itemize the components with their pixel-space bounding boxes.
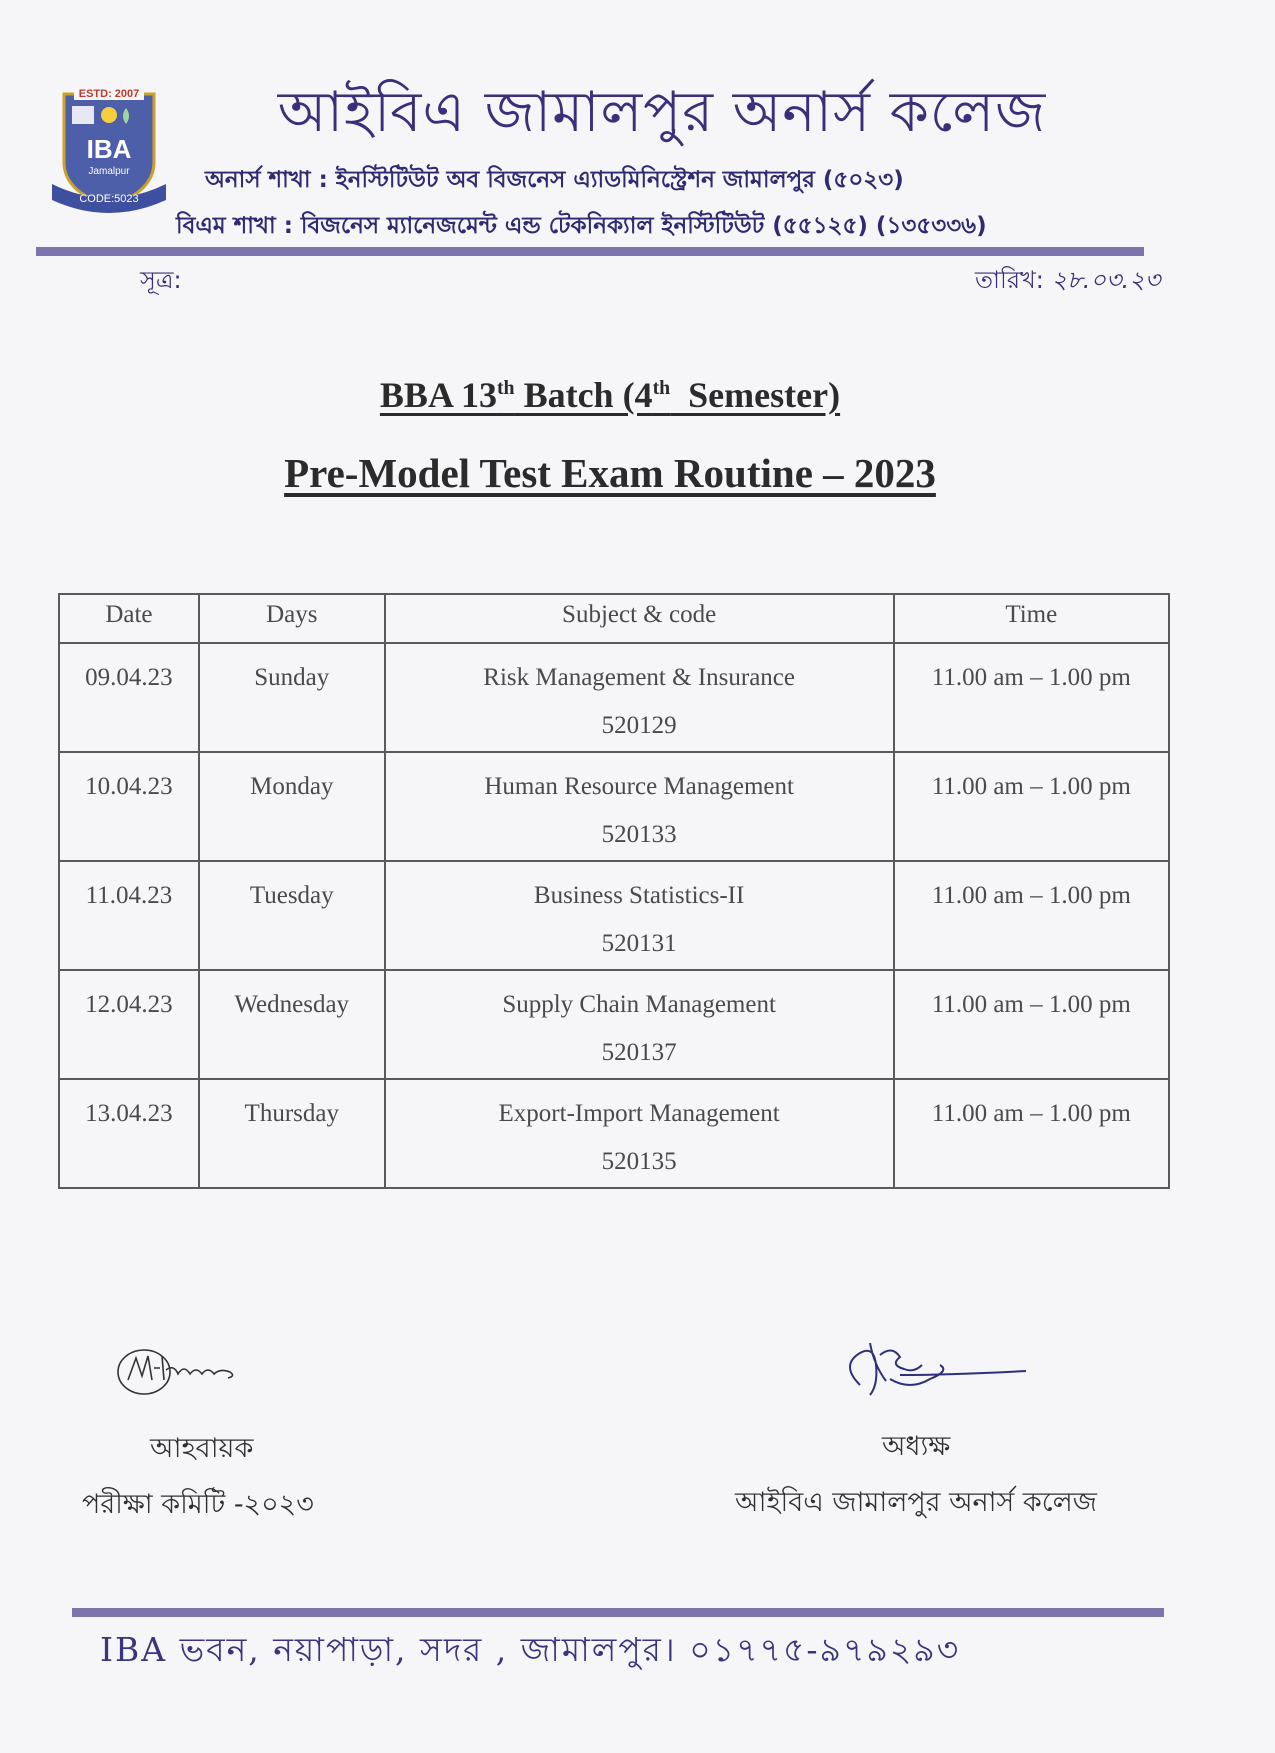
convener-signature [110, 1340, 250, 1400]
logo-abbr: IBA [86, 134, 132, 164]
college-name: আইবিএ জামালপুর অনার্স কলেজ [277, 80, 1047, 145]
cell-date: 13.04.23 [59, 1079, 199, 1188]
issue-date [975, 262, 1160, 302]
footer-divider [72, 1608, 1164, 1617]
table-row [59, 970, 1169, 1079]
cell-date: 12.04.23 [59, 970, 199, 1079]
cell-subject [385, 861, 894, 970]
table-header-row [59, 594, 1169, 643]
subject-name: Export-Import Management [498, 1100, 780, 1127]
cell-day: Thursday [199, 1079, 385, 1188]
bm-branch-line: বিএম শাখা : বিজনেস ম্যানেজমেন্ট এন্ড টেকনিক্যাল ইনস্টিটিউট (৫৫১২৫) (১৩৫৩৩৬) [176, 213, 987, 239]
cell-time: 11.00 am – 1.00 pm [894, 861, 1169, 970]
subject-code: 520131 [601, 930, 677, 957]
subject-code: 520135 [601, 1148, 677, 1175]
footer-address: IBA ভবন, নয়াপাড়া, সদর , জামালপুর। ০১৭৭৫-৯৭৯২৯৩ [100, 1630, 961, 1669]
reference-label: সূত্র: [140, 266, 182, 294]
cell-date: 10.04.23 [59, 752, 199, 861]
logo-place: Jamalpur [88, 166, 130, 177]
convener-title: আহবায়ক [150, 1433, 254, 1464]
header-date: Date [59, 594, 199, 643]
cell-time: 11.00 am – 1.00 pm [894, 1079, 1169, 1188]
header-divider [36, 247, 1144, 256]
cell-day: Wednesday [199, 970, 385, 1079]
subject-code: 520137 [601, 1039, 677, 1066]
table-row [59, 1079, 1169, 1188]
cell-date: 11.04.23 [59, 861, 199, 970]
cell-date: 09.04.23 [59, 643, 199, 752]
table-row [59, 861, 1169, 970]
cell-subject [385, 643, 894, 752]
subject-code: 520133 [601, 821, 677, 848]
cell-time: 11.00 am – 1.00 pm [894, 752, 1169, 861]
subject-code: 520129 [601, 712, 677, 739]
subject-name: Risk Management & Insurance [483, 664, 795, 691]
cell-day: Monday [199, 752, 385, 861]
cell-day: Sunday [199, 643, 385, 752]
batch-heading: BBA 13th Batch (4th Semester) [379, 375, 841, 415]
table-row [59, 752, 1169, 861]
logo-estd: ESTD: 2007 [78, 88, 140, 100]
date-label: তারিখ: [975, 266, 1044, 294]
subject-name: Supply Chain Management [502, 991, 776, 1018]
routine-heading: Pre-Model Test Exam Routine – 2023 [284, 450, 936, 496]
cell-subject [385, 1079, 894, 1188]
principal-college: আইবিএ জামালপুর অনার্স কলেজ [735, 1487, 1097, 1518]
principal-title: অধ্যক্ষ [882, 1431, 951, 1462]
logo-code: CODE:5023 [79, 193, 139, 205]
cell-subject [385, 970, 894, 1079]
exam-routine-table [58, 593, 1170, 1189]
subject-name: Human Resource Management [484, 773, 794, 800]
header-subject: Subject & code [385, 594, 894, 643]
header-time: Time [894, 594, 1169, 643]
college-logo [50, 84, 168, 220]
principal-signature [830, 1335, 1040, 1415]
header-days: Days [199, 594, 385, 643]
cell-time: 11.00 am – 1.00 pm [894, 970, 1169, 1079]
subject-name: Business Statistics-II [533, 882, 745, 909]
honours-branch-line: অনার্স শাখা : ইনস্টিটিউট অব বিজনেস এ্যাডমিনিস্ট্রেশন জামালপুর (৫০২৩) [205, 167, 904, 193]
cell-subject [385, 752, 894, 861]
exam-committee: পরীক্ষা কমিটি -২০২৩ [82, 1489, 314, 1520]
table-row [59, 643, 1169, 752]
date-value: ২৮.০৩.২৩ [1051, 266, 1161, 294]
cell-time: 11.00 am – 1.00 pm [894, 643, 1169, 752]
cell-day: Tuesday [199, 861, 385, 970]
